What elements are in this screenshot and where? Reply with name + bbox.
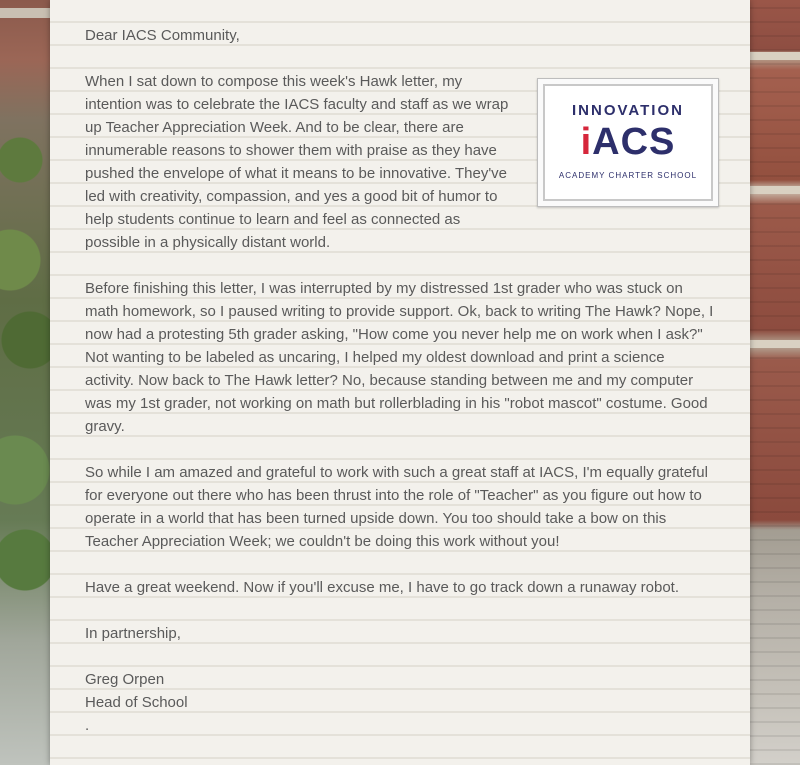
signature-name: Greg Orpen — [85, 671, 165, 688]
letter-trailing-dot: . — [85, 717, 90, 734]
background-trim — [0, 8, 50, 18]
logo-top-text: INNOVATION — [572, 101, 684, 119]
letter-paragraph: When I sat down to compose this week's Hawk letter, my intention was to celebrate the IACS faculty and staff as we wrap up Teacher Appreciation Week. And to be clear, there are innumerable reasons to shower them with praise as they have pushed the envelope of what it means to be innovative. They've led with creativity, compassion, and yes a good bit of humor to help students continue to learn and feel as connected as possible in a physically distant world. — [85, 73, 509, 251]
background-left-building — [0, 0, 50, 765]
letter-greeting: Dear IACS Community, — [85, 27, 240, 44]
background-ledge — [750, 186, 800, 194]
letter-body — [85, 24, 717, 737]
logo-inner — [543, 84, 713, 201]
logo-wordmark — [581, 122, 676, 162]
logo-acs-letters: ACS — [592, 120, 676, 163]
logo-bottom-text: ACADEMY CHARTER SCHOOL — [558, 170, 698, 180]
school-logo — [537, 78, 719, 207]
background-ledge — [750, 340, 800, 348]
background-ledge — [750, 52, 800, 60]
letter-paragraph: Have a great weekend. Now if you'll excuse me, I have to go track down a runaway robot. — [85, 579, 680, 596]
letter-paragraph: Before finishing this letter, I was interrupted by my distressed 1st grader who was stuck on math homework, so I paused writing to provide support. Ok, back to writing The Hawk? Nope, I now had a protesting 5th grader asking, "How come you never help me on work when I ask?" Not wanting to be labeled as uncaring, I helped my oldest download and print a science activity. Now back to The Hawk letter? No, because standing between me and my computer was my 1st grader, not working on math but rollerblading in his "robot mascot" costume. Good gravy. — [85, 280, 714, 435]
letter-sheet — [50, 0, 750, 765]
logo-i-letter: i — [580, 120, 593, 163]
signature-title: Head of School — [85, 694, 188, 711]
background-right-building — [750, 0, 800, 765]
letter-closing: In partnership, — [85, 625, 181, 642]
letter-paragraph: So while I am amazed and grateful to work with such a great staff at IACS, I'm equally grateful for everyone out there who has been thrust into the role of "Teacher" as you figure out how to operate in a world that has been turned upside down. You too should take a bow on this Teacher Appreciation Week; we couldn't be doing this work without you! — [85, 464, 708, 550]
